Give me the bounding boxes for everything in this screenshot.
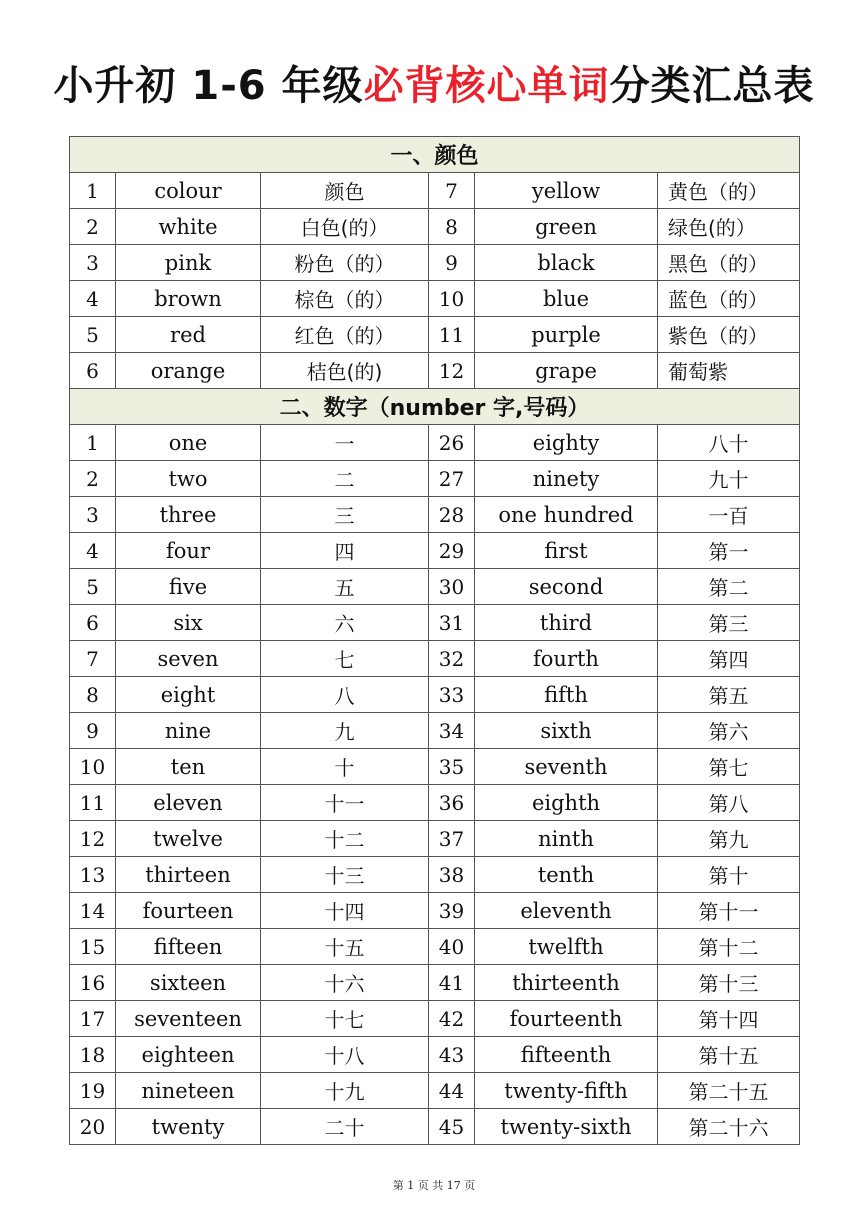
left-index-cell: 15 bbox=[70, 929, 116, 965]
right-chinese-cell: 第十四 bbox=[658, 1001, 800, 1037]
right-index-cell: 32 bbox=[429, 641, 475, 677]
left-index-cell: 5 bbox=[70, 317, 116, 353]
table-row bbox=[70, 461, 800, 497]
left-chinese-cell: 二 bbox=[261, 461, 429, 497]
right-chinese-cell: 九十 bbox=[658, 461, 800, 497]
left-english-cell: red bbox=[116, 317, 261, 353]
right-chinese-cell: 第九 bbox=[658, 821, 800, 857]
right-chinese-cell: 第十二 bbox=[658, 929, 800, 965]
table-row bbox=[70, 209, 800, 245]
left-chinese-cell: 十 bbox=[261, 749, 429, 785]
left-chinese-cell: 八 bbox=[261, 677, 429, 713]
right-index-cell: 35 bbox=[429, 749, 475, 785]
right-english-cell: one hundred bbox=[475, 497, 658, 533]
right-index-cell: 39 bbox=[429, 893, 475, 929]
left-index-cell: 2 bbox=[70, 461, 116, 497]
right-index-cell: 9 bbox=[429, 245, 475, 281]
left-index-cell: 3 bbox=[70, 497, 116, 533]
left-english-cell: eleven bbox=[116, 785, 261, 821]
left-english-cell: nine bbox=[116, 713, 261, 749]
left-index-cell: 6 bbox=[70, 353, 116, 389]
right-index-cell: 42 bbox=[429, 1001, 475, 1037]
left-index-cell: 13 bbox=[70, 857, 116, 893]
table-row bbox=[70, 821, 800, 857]
left-chinese-cell: 二十 bbox=[261, 1109, 429, 1145]
left-chinese-cell: 颜色 bbox=[261, 173, 429, 209]
left-index-cell: 2 bbox=[70, 209, 116, 245]
right-chinese-cell: 第八 bbox=[658, 785, 800, 821]
table-row bbox=[70, 749, 800, 785]
right-chinese-cell: 第二十六 bbox=[658, 1109, 800, 1145]
right-english-cell: twelfth bbox=[475, 929, 658, 965]
left-chinese-cell: 十九 bbox=[261, 1073, 429, 1109]
left-index-cell: 6 bbox=[70, 605, 116, 641]
right-chinese-cell: 黑色（的） bbox=[658, 245, 800, 281]
left-english-cell: twenty bbox=[116, 1109, 261, 1145]
left-index-cell: 8 bbox=[70, 677, 116, 713]
left-english-cell: pink bbox=[116, 245, 261, 281]
left-index-cell: 12 bbox=[70, 821, 116, 857]
right-chinese-cell: 第十五 bbox=[658, 1037, 800, 1073]
right-chinese-cell: 第十一 bbox=[658, 893, 800, 929]
left-english-cell: fourteen bbox=[116, 893, 261, 929]
right-english-cell: fifth bbox=[475, 677, 658, 713]
left-english-cell: sixteen bbox=[116, 965, 261, 1001]
right-english-cell: eighty bbox=[475, 425, 658, 461]
table-row bbox=[70, 245, 800, 281]
right-chinese-cell: 第六 bbox=[658, 713, 800, 749]
right-chinese-cell: 黄色（的） bbox=[658, 173, 800, 209]
left-index-cell: 10 bbox=[70, 749, 116, 785]
right-english-cell: third bbox=[475, 605, 658, 641]
right-english-cell: black bbox=[475, 245, 658, 281]
left-chinese-cell: 十六 bbox=[261, 965, 429, 1001]
right-english-cell: second bbox=[475, 569, 658, 605]
table-row bbox=[70, 605, 800, 641]
left-chinese-cell: 十五 bbox=[261, 929, 429, 965]
left-english-cell: white bbox=[116, 209, 261, 245]
left-index-cell: 20 bbox=[70, 1109, 116, 1145]
left-english-cell: three bbox=[116, 497, 261, 533]
left-index-cell: 11 bbox=[70, 785, 116, 821]
right-english-cell: tenth bbox=[475, 857, 658, 893]
left-index-cell: 4 bbox=[70, 533, 116, 569]
right-chinese-cell: 一百 bbox=[658, 497, 800, 533]
left-chinese-cell: 棕色（的） bbox=[261, 281, 429, 317]
left-chinese-cell: 一 bbox=[261, 425, 429, 461]
left-index-cell: 19 bbox=[70, 1073, 116, 1109]
left-english-cell: brown bbox=[116, 281, 261, 317]
left-chinese-cell: 白色(的） bbox=[261, 209, 429, 245]
left-english-cell: seven bbox=[116, 641, 261, 677]
table-row bbox=[70, 857, 800, 893]
right-chinese-cell: 第十三 bbox=[658, 965, 800, 1001]
right-english-cell: twenty-sixth bbox=[475, 1109, 658, 1145]
left-index-cell: 16 bbox=[70, 965, 116, 1001]
page-title bbox=[0, 58, 868, 114]
left-english-cell: seventeen bbox=[116, 1001, 261, 1037]
left-english-cell: five bbox=[116, 569, 261, 605]
left-index-cell: 1 bbox=[70, 173, 116, 209]
right-chinese-cell: 第一 bbox=[658, 533, 800, 569]
section-heading: 一、颜色 bbox=[70, 137, 800, 173]
right-english-cell: green bbox=[475, 209, 658, 245]
table-row bbox=[70, 641, 800, 677]
left-chinese-cell: 九 bbox=[261, 713, 429, 749]
right-chinese-cell: 第四 bbox=[658, 641, 800, 677]
table-row bbox=[70, 173, 800, 209]
section-header-row bbox=[70, 389, 800, 425]
right-chinese-cell: 第二十五 bbox=[658, 1073, 800, 1109]
left-chinese-cell: 十三 bbox=[261, 857, 429, 893]
right-index-cell: 37 bbox=[429, 821, 475, 857]
page-footer: 第 1 页 共 17 页 bbox=[392, 1179, 476, 1192]
table-row bbox=[70, 929, 800, 965]
section-header-row bbox=[70, 137, 800, 173]
right-english-cell: ninth bbox=[475, 821, 658, 857]
right-index-cell: 30 bbox=[429, 569, 475, 605]
right-index-cell: 40 bbox=[429, 929, 475, 965]
right-english-cell: twenty-fifth bbox=[475, 1073, 658, 1109]
right-index-cell: 36 bbox=[429, 785, 475, 821]
right-english-cell: eleventh bbox=[475, 893, 658, 929]
right-chinese-cell: 第五 bbox=[658, 677, 800, 713]
right-chinese-cell: 八十 bbox=[658, 425, 800, 461]
left-chinese-cell: 十一 bbox=[261, 785, 429, 821]
table-row bbox=[70, 281, 800, 317]
title-part1: 小升初 1-6 年级 bbox=[53, 63, 364, 109]
table-row bbox=[70, 533, 800, 569]
right-index-cell: 45 bbox=[429, 1109, 475, 1145]
left-english-cell: twelve bbox=[116, 821, 261, 857]
left-chinese-cell: 十七 bbox=[261, 1001, 429, 1037]
left-index-cell: 7 bbox=[70, 641, 116, 677]
right-english-cell: first bbox=[475, 533, 658, 569]
right-index-cell: 7 bbox=[429, 173, 475, 209]
left-index-cell: 18 bbox=[70, 1037, 116, 1073]
right-chinese-cell: 蓝色（的） bbox=[658, 281, 800, 317]
left-english-cell: thirteen bbox=[116, 857, 261, 893]
table-row bbox=[70, 497, 800, 533]
right-english-cell: grape bbox=[475, 353, 658, 389]
right-index-cell: 8 bbox=[429, 209, 475, 245]
right-index-cell: 11 bbox=[429, 317, 475, 353]
left-index-cell: 5 bbox=[70, 569, 116, 605]
table-row bbox=[70, 1073, 800, 1109]
table-row bbox=[70, 1109, 800, 1145]
right-english-cell: fourteenth bbox=[475, 1001, 658, 1037]
left-chinese-cell: 三 bbox=[261, 497, 429, 533]
right-english-cell: seventh bbox=[475, 749, 658, 785]
left-index-cell: 17 bbox=[70, 1001, 116, 1037]
right-chinese-cell: 第十 bbox=[658, 857, 800, 893]
left-index-cell: 9 bbox=[70, 713, 116, 749]
left-chinese-cell: 十八 bbox=[261, 1037, 429, 1073]
vocabulary-table bbox=[69, 136, 800, 1145]
left-english-cell: fifteen bbox=[116, 929, 261, 965]
table-row bbox=[70, 1001, 800, 1037]
left-chinese-cell: 七 bbox=[261, 641, 429, 677]
left-chinese-cell: 十二 bbox=[261, 821, 429, 857]
right-chinese-cell: 第七 bbox=[658, 749, 800, 785]
left-english-cell: colour bbox=[116, 173, 261, 209]
right-chinese-cell: 葡萄紫 bbox=[658, 353, 800, 389]
table-row bbox=[70, 965, 800, 1001]
right-english-cell: blue bbox=[475, 281, 658, 317]
left-english-cell: eighteen bbox=[116, 1037, 261, 1073]
left-chinese-cell: 五 bbox=[261, 569, 429, 605]
right-index-cell: 44 bbox=[429, 1073, 475, 1109]
right-index-cell: 41 bbox=[429, 965, 475, 1001]
right-english-cell: sixth bbox=[475, 713, 658, 749]
table-row bbox=[70, 353, 800, 389]
right-english-cell: purple bbox=[475, 317, 658, 353]
right-index-cell: 28 bbox=[429, 497, 475, 533]
left-index-cell: 3 bbox=[70, 245, 116, 281]
right-index-cell: 33 bbox=[429, 677, 475, 713]
left-english-cell: nineteen bbox=[116, 1073, 261, 1109]
left-chinese-cell: 六 bbox=[261, 605, 429, 641]
left-english-cell: eight bbox=[116, 677, 261, 713]
left-index-cell: 1 bbox=[70, 425, 116, 461]
left-english-cell: four bbox=[116, 533, 261, 569]
table-row bbox=[70, 569, 800, 605]
section-heading: 二、数字（number 字,号码） bbox=[70, 389, 800, 425]
right-index-cell: 34 bbox=[429, 713, 475, 749]
right-english-cell: eighth bbox=[475, 785, 658, 821]
right-index-cell: 26 bbox=[429, 425, 475, 461]
title-highlight: 必背核心单词 bbox=[363, 63, 610, 109]
left-chinese-cell: 四 bbox=[261, 533, 429, 569]
right-english-cell: ninety bbox=[475, 461, 658, 497]
right-english-cell: yellow bbox=[475, 173, 658, 209]
right-index-cell: 43 bbox=[429, 1037, 475, 1073]
table-row bbox=[70, 785, 800, 821]
right-english-cell: fourth bbox=[475, 641, 658, 677]
right-index-cell: 27 bbox=[429, 461, 475, 497]
right-english-cell: thirteenth bbox=[475, 965, 658, 1001]
right-index-cell: 31 bbox=[429, 605, 475, 641]
right-english-cell: fifteenth bbox=[475, 1037, 658, 1073]
right-index-cell: 12 bbox=[429, 353, 475, 389]
table-row bbox=[70, 677, 800, 713]
left-english-cell: two bbox=[116, 461, 261, 497]
left-english-cell: six bbox=[116, 605, 261, 641]
table-row bbox=[70, 893, 800, 929]
right-chinese-cell: 第三 bbox=[658, 605, 800, 641]
right-chinese-cell: 紫色（的） bbox=[658, 317, 800, 353]
right-chinese-cell: 第二 bbox=[658, 569, 800, 605]
vocabulary-table-body bbox=[70, 137, 800, 1145]
left-chinese-cell: 粉色（的） bbox=[261, 245, 429, 281]
left-chinese-cell: 桔色(的) bbox=[261, 353, 429, 389]
left-english-cell: ten bbox=[116, 749, 261, 785]
left-chinese-cell: 十四 bbox=[261, 893, 429, 929]
table-row bbox=[70, 317, 800, 353]
title-part2: 分类汇总表 bbox=[609, 63, 815, 109]
table-row bbox=[70, 425, 800, 461]
left-english-cell: orange bbox=[116, 353, 261, 389]
left-chinese-cell: 红色（的） bbox=[261, 317, 429, 353]
left-index-cell: 4 bbox=[70, 281, 116, 317]
table-row bbox=[70, 1037, 800, 1073]
right-index-cell: 10 bbox=[429, 281, 475, 317]
right-index-cell: 38 bbox=[429, 857, 475, 893]
right-chinese-cell: 绿色(的） bbox=[658, 209, 800, 245]
left-english-cell: one bbox=[116, 425, 261, 461]
left-index-cell: 14 bbox=[70, 893, 116, 929]
right-index-cell: 29 bbox=[429, 533, 475, 569]
table-row bbox=[70, 713, 800, 749]
